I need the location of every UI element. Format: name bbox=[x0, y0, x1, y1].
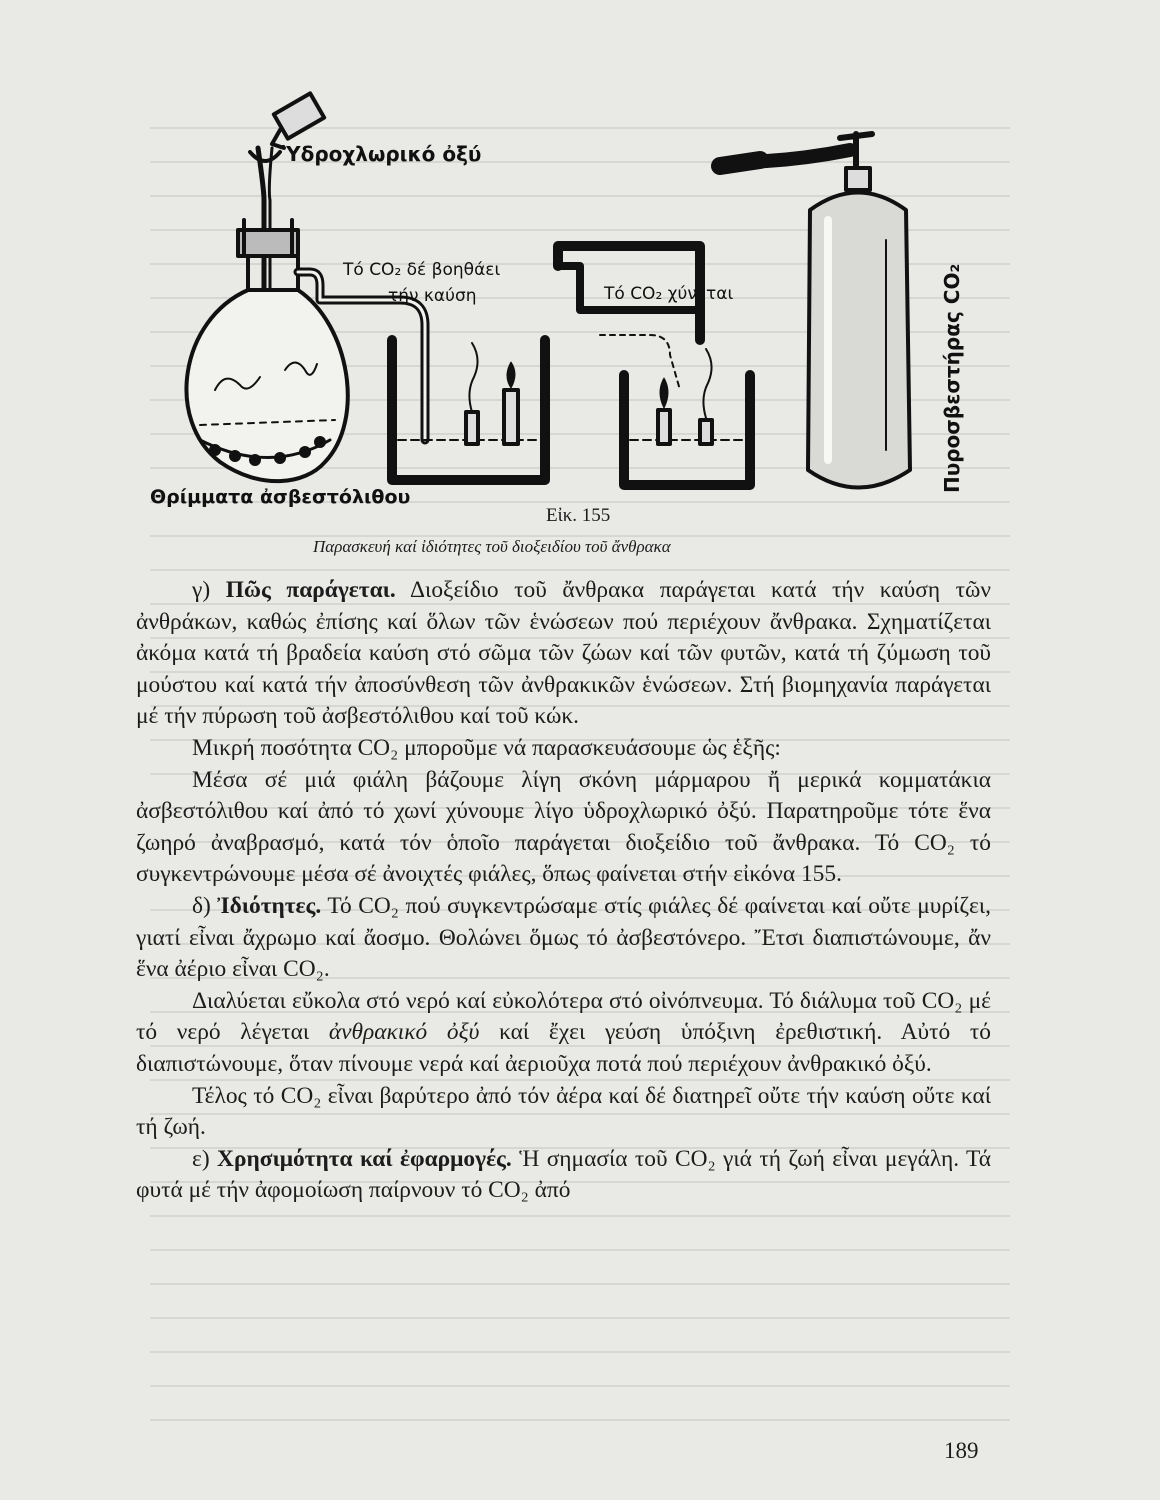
candle-jar-2-icon bbox=[624, 349, 750, 485]
label-co2-no-combustion-2: τήν καύση bbox=[388, 286, 477, 306]
figure-caption: Παρασκευή καί ἰδιότητες τοῦ διοξειδίου τοῦ ἄνθρακα bbox=[313, 537, 671, 556]
term-carbonic-acid: ἀνθρακικό ὀξύ bbox=[328, 1019, 480, 1046]
label-hydrochloric-acid: Ὑδροχλωρικό ὀξύ bbox=[282, 142, 482, 166]
paragraph-finally: Τέλος τό CO₂ εἶναι βαρύτερο ἀπό τόν ἀέρα καί δέ διατηρεῖ οὔτε τήν καύση οὔτε καί τή ζωή. bbox=[136, 1082, 991, 1141]
paragraph-production bbox=[136, 575, 991, 733]
paragraph-small-quantity: Μικρή ποσότητα CO₂ μποροῦμε νά παρασκευάσουμε ὡς ἑξῆς: bbox=[192, 734, 781, 761]
section-d-text: Τό CO₂ πού συγκεντρώσαμε στίς φιάλες δέ φαίνεται καί οὔτε μυρίζει, γιατί εἶναι ἄχρωμο καί ἄοσμο. Θολώνει ὅμως τό ἀσβεστόνερο. Ἔτσι διαπιστώνουμε, ἄν ἕνα ἀέριο εἶναι CO₂. bbox=[136, 892, 991, 983]
section-e-label: ε) bbox=[192, 1145, 210, 1172]
label-limestone-fragments: Θρίμματα ἀσβεστόλιθου bbox=[150, 486, 411, 508]
section-g-heading: Πῶς παράγεται. bbox=[225, 577, 396, 603]
page-number: 189 bbox=[944, 1438, 979, 1463]
acid-bottle-icon bbox=[272, 93, 324, 148]
fire-extinguisher-icon bbox=[808, 134, 910, 488]
label-co2-pours: Τό CO₂ χύνεται bbox=[604, 284, 734, 304]
paragraph-dissolves bbox=[136, 986, 991, 1081]
section-e-text: Ἡ σημασία τοῦ CO₂ γιά τή ζωή εἶναι μεγάλη. Τά φυτά μέ τήν ἀφομοίωση παίρνουν τό CO₂ ἀπό bbox=[136, 1145, 991, 1204]
section-g-label: γ) bbox=[192, 577, 211, 603]
paragraph-properties bbox=[136, 891, 991, 986]
section-d-heading: Ἰδιότητες. bbox=[217, 892, 322, 919]
section-e-heading: Χρησιμότητα καί ἐφαρμογές. bbox=[217, 1145, 512, 1172]
paragraph-uses bbox=[136, 1144, 991, 1207]
section-g-text: Διοξείδιο τοῦ ἄνθρακα παράγεται κατά τήν καύση τῶν ἀνθράκων, καθώς ἐπίσης καί ὅλων τῶν ἑνώσεων πού περιέχουν ἄνθρακα. Σχηματίζεται ἀκόμα κατά τή βραδεία καύση στό σῶμα τῶν ζώων καί τῶν φυτῶν, κατά τή ζύμωση τοῦ μούστου καί κατά τήν ἀποσύνθεση τῶν ἀνθρακικῶν ἑνώσεων. Στή βιομηχανία παράγεται μέ τήν πύρωση τοῦ ἀσβεστόλιθου καί τοῦ κώκ. bbox=[136, 577, 991, 730]
dissolve-text-b: καί ἔχει γεύση ὑπόξινη ἐρεθιστική. Αὐτό τό διαπιστώνουμε, ὅταν πίνουμε νερά καί ἀεριοῦχα ποτά πού περιέχουν ἀνθρακικό ὀξύ. bbox=[136, 1019, 991, 1077]
body-text bbox=[136, 575, 991, 1207]
label-co2-extinguisher: Πυροσβεστήρας CO₂ bbox=[940, 263, 964, 493]
pouring-jar-icon bbox=[558, 246, 700, 390]
paragraph-flask-method: Μέσα σέ μιά φιάλη βάζουμε λίγη σκόνη μάρμαρου ἤ μερικά κομματάκια ἀσβεστόλιθου καί ἀπό τό χωνί χύνουμε λίγο ὑδροχλωρικό ὀξύ. Παρατηροῦμε τότε ἕνα ζωηρό ἀναβρασμό, κατά τόν ὁποῖο παράγεται διοξείδιο τοῦ ἄνθρακα. Τό CO₂ τό συγκεντρώνουμε μέσα σέ ἀνοιχτές φιάλες, ὅπως φαίνεται στήν εἰκόνα 155. bbox=[136, 766, 991, 888]
figure-155 bbox=[150, 90, 980, 510]
section-d-label: δ) bbox=[192, 892, 211, 919]
dissolve-text-a: Διαλύεται εὔκολα στό νερό καί εὐκολότερα στό οἰνόπνευμα. Τό διάλυμα τοῦ CO₂ μέ τό νερό λέγεται bbox=[136, 987, 991, 1046]
figure-number: Εἰκ. 155 bbox=[546, 505, 611, 526]
candle-jar-1-icon bbox=[392, 340, 545, 480]
label-co2-no-combustion-1: Τό CO₂ δέ βοηθάει bbox=[343, 260, 501, 280]
